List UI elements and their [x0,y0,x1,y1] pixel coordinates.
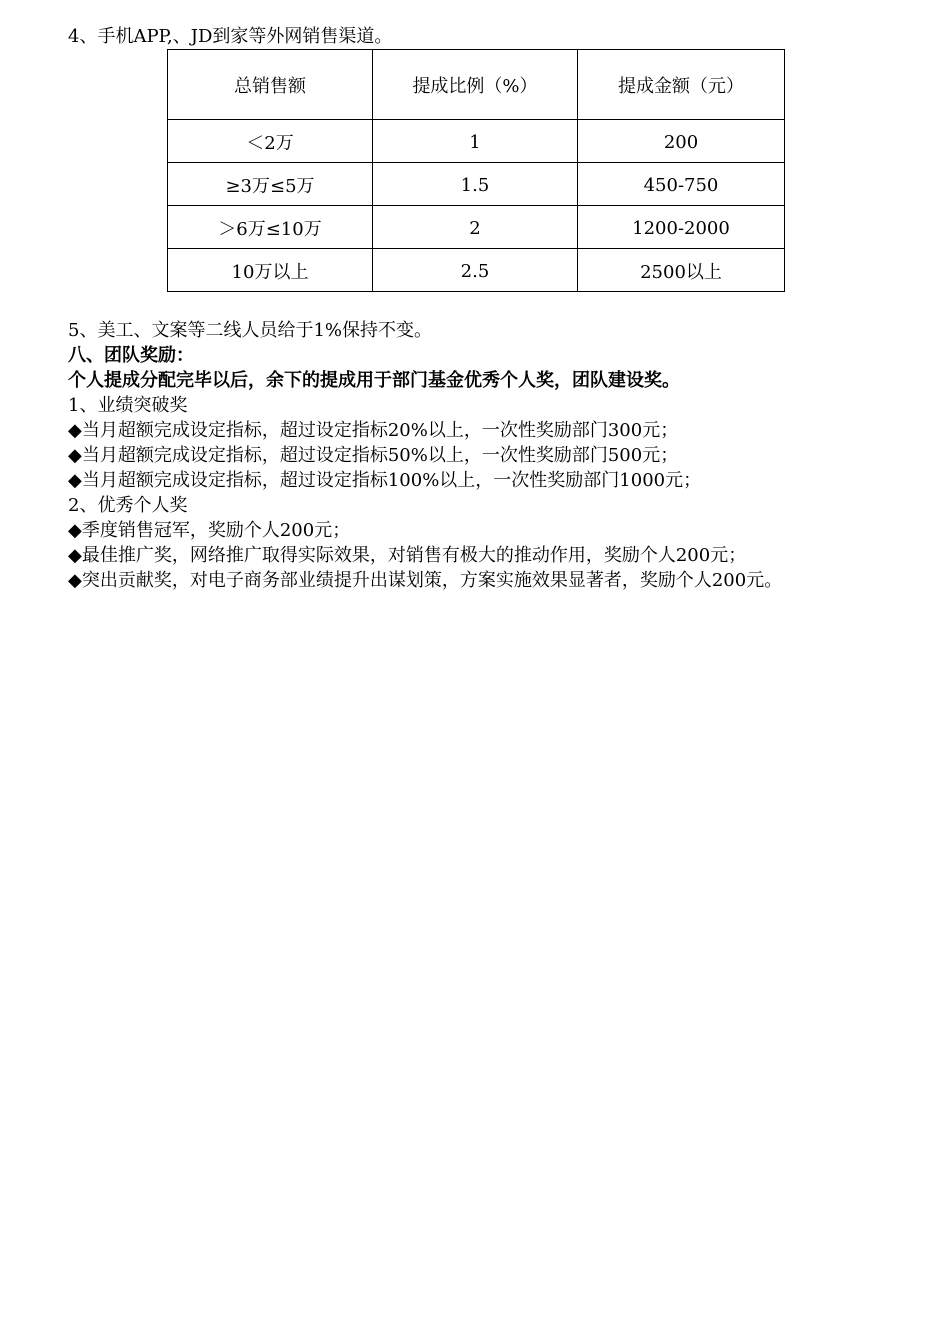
award-2-title: 2、优秀个人奖 [68,495,188,516]
spacer [68,292,888,318]
section-note: 个人提成分配完毕以后，余下的提成用于部门基金优秀个人奖，团队建设奖。 [68,370,680,391]
table-cell: 1 [373,120,578,163]
table-cell: 1200-2000 [578,206,785,249]
list-item: ◆最佳推广奖，网络推广取得实际效果，对销售有极大的推动作用，奖励个人200元； [68,545,747,566]
table-cell: 1.5 [373,163,578,206]
table-cell: 10万以上 [168,249,373,292]
table-cell: 2.5 [373,249,578,292]
table-cell: ＞6万≤10万 [168,206,373,249]
header-cell-commission-rate: 提成比例（%） [373,50,578,120]
intro-line: 4、手机APP,、JD到家等外网销售渠道。 [68,26,393,47]
list-item: ◆当月超额完成设定指标，超过设定指标20%以上，一次性奖励部门300元； [68,420,679,441]
table-cell: ＜2万 [168,120,373,163]
section-heading: 八、团队奖励： [68,345,194,366]
table-row [168,120,785,163]
list-item: ◆突出贡献奖，对电子商务部业绩提升出谋划策，方案实施效果显著者，奖励个人200元。 [68,570,783,591]
award-1-title: 1、业绩突破奖 [68,395,188,416]
table-header-row [168,50,785,120]
table-cell: 450-750 [578,163,785,206]
list-item: ◆当月超额完成设定指标，超过设定指标100%以上，一次性奖励部门1000元； [68,470,702,491]
table-cell: 200 [578,120,785,163]
commission-table [167,49,785,292]
table-cell: 2 [373,206,578,249]
header-cell-total-sales: 总销售额 [168,50,373,120]
list-item: ◆季度销售冠军，奖励个人200元； [68,520,351,541]
paragraph-line-5: 5、美工、文案等二线人员给于1%保持不变。 [68,320,433,341]
table-cell: 2500以上 [578,249,785,292]
list-item: ◆当月超额完成设定指标，超过设定指标50%以上，一次性奖励部门500元； [68,445,679,466]
table-row [168,163,785,206]
table-cell: ≥3万≤5万 [168,163,373,206]
table-row [168,249,785,292]
header-cell-commission-amount: 提成金额（元） [578,50,785,120]
document-page [68,24,888,593]
table-row [168,206,785,249]
